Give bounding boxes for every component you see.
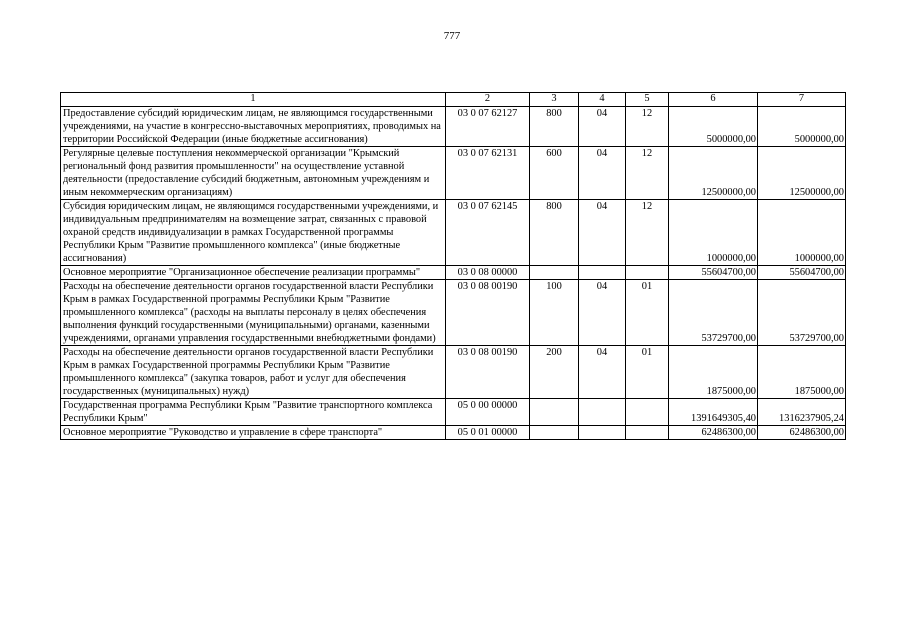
row-name: Основное мероприятие "Руководство и управление в сфере транспорта" [61, 426, 446, 440]
row-col5: 12 [626, 200, 669, 266]
header-cell: 3 [530, 93, 579, 107]
row-col4: 04 [579, 280, 626, 346]
table-header-row [61, 93, 846, 107]
table-row [61, 147, 846, 200]
row-amount-7: 5000000,00 [758, 107, 846, 147]
row-name: Регулярные целевые поступления некоммерческой организации "Крымский региональный фонд развития промышленности" на осуществление уставной деятельности (предоставление субсидий бюджетным, автономным учреждениям и иным некоммерческим организациям) [61, 147, 446, 200]
row-name: Основное мероприятие "Организационное обеспечение реализации программы" [61, 266, 446, 280]
row-name: Субсидия юридическим лицам, не являющимся государственными учреждениями, и индивидуальным предпринимателям на возмещение затрат, связанных с правовой охраной средств индивидуализации в рамках Государственной программы Республики Крым "Развитие промышленного комплекса" (иные бюджетные ассигнования) [61, 200, 446, 266]
row-col3: 100 [530, 280, 579, 346]
row-amount-7: 55604700,00 [758, 266, 846, 280]
row-col3: 600 [530, 147, 579, 200]
row-code: 05 0 01 00000 [446, 426, 530, 440]
row-col3: 800 [530, 107, 579, 147]
row-col4 [579, 426, 626, 440]
row-amount-6: 5000000,00 [669, 107, 758, 147]
row-amount-6: 55604700,00 [669, 266, 758, 280]
header-cell: 6 [669, 93, 758, 107]
table-row [61, 426, 846, 440]
table-row [61, 107, 846, 147]
row-code: 03 0 08 00190 [446, 346, 530, 399]
row-name: Государственная программа Республики Крым "Развитие транспортного комплекса Республики Крым" [61, 399, 446, 426]
row-code: 03 0 08 00190 [446, 280, 530, 346]
row-amount-6: 53729700,00 [669, 280, 758, 346]
row-amount-6: 12500000,00 [669, 147, 758, 200]
row-col5 [626, 266, 669, 280]
header-cell: 1 [61, 93, 446, 107]
row-col4: 04 [579, 107, 626, 147]
row-amount-6: 1000000,00 [669, 200, 758, 266]
row-amount-6: 1391649305,40 [669, 399, 758, 426]
row-col3 [530, 266, 579, 280]
row-code: 03 0 07 62131 [446, 147, 530, 200]
table-row [61, 399, 846, 426]
row-col4: 04 [579, 346, 626, 399]
row-amount-7: 1316237905,24 [758, 399, 846, 426]
header-cell: 4 [579, 93, 626, 107]
header-cell: 7 [758, 93, 846, 107]
row-amount-7: 12500000,00 [758, 147, 846, 200]
row-col5: 12 [626, 107, 669, 147]
page-number: 777 [443, 30, 461, 42]
row-amount-6: 1875000,00 [669, 346, 758, 399]
row-col4: 04 [579, 147, 626, 200]
table-row [61, 346, 846, 399]
row-name: Расходы на обеспечение деятельности органов государственной власти Республики Крым в рамках Государственной программы Республики Крым "Развитие промышленного комплекса" (закупка товаров, работ и услуг для обеспечения государственных (муниципальных) нужд) [61, 346, 446, 399]
row-amount-6: 62486300,00 [669, 426, 758, 440]
row-col4 [579, 399, 626, 426]
header-cell: 5 [626, 93, 669, 107]
row-code: 05 0 00 00000 [446, 399, 530, 426]
row-code: 03 0 07 62145 [446, 200, 530, 266]
row-amount-7: 53729700,00 [758, 280, 846, 346]
table-row [61, 280, 846, 346]
row-col5 [626, 426, 669, 440]
row-code: 03 0 07 62127 [446, 107, 530, 147]
row-col4: 04 [579, 200, 626, 266]
row-col3 [530, 399, 579, 426]
row-amount-7: 1875000,00 [758, 346, 846, 399]
budget-table [60, 92, 846, 440]
row-col3: 800 [530, 200, 579, 266]
row-col5 [626, 399, 669, 426]
table-row [61, 200, 846, 266]
row-col5: 12 [626, 147, 669, 200]
row-amount-7: 1000000,00 [758, 200, 846, 266]
row-col5: 01 [626, 280, 669, 346]
row-name: Расходы на обеспечение деятельности органов государственной власти Республики Крым в рамках Государственной программы Республики Крым "Развитие промышленного комплекса" (расходы на выплаты персоналу в целях обеспечения выполнения функций государственными (муниципальными) органами, казенными учреждениями, органами управления государственными внебюджетными фондами) [61, 280, 446, 346]
row-col3: 200 [530, 346, 579, 399]
row-name: Предоставление субсидий юридическим лицам, не являющимся государственными учреждениями, на участие в конгрессно-выставочных мероприятиях, проводимых на территории Российской Федерации (иные бюджетные ассигнования) [61, 107, 446, 147]
row-col5: 01 [626, 346, 669, 399]
row-code: 03 0 08 00000 [446, 266, 530, 280]
row-col3 [530, 426, 579, 440]
row-amount-7: 62486300,00 [758, 426, 846, 440]
row-col4 [579, 266, 626, 280]
header-cell: 2 [446, 93, 530, 107]
table-row [61, 266, 846, 280]
